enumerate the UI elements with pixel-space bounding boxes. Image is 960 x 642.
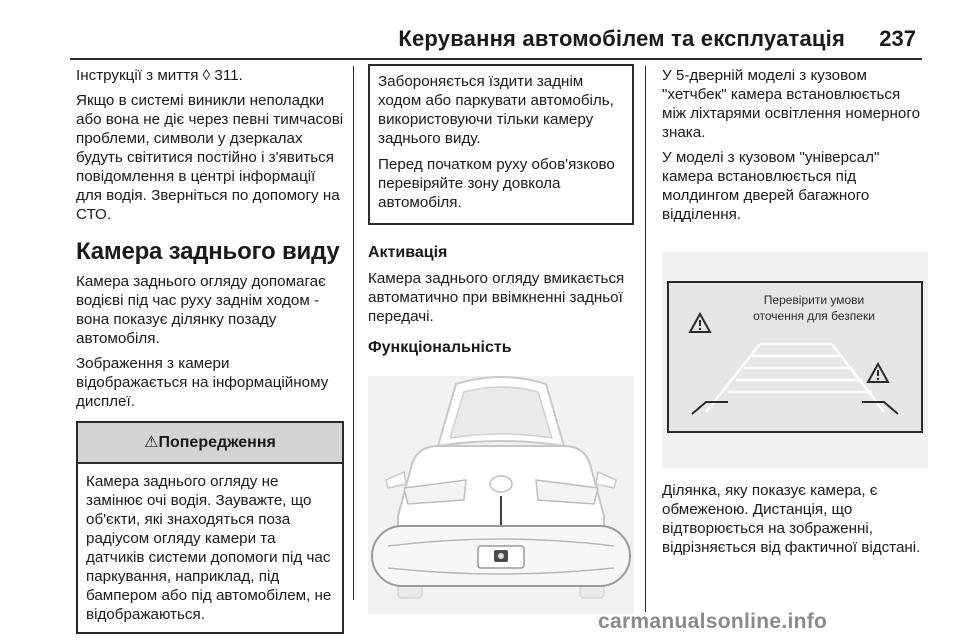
screen-message-line-2: оточення для безпеки	[753, 309, 875, 323]
paragraph-camera-range: Ділянка, яку показує камера, є обмеженою. Дистанція, що відтворюється на зображенні, відрізняється від фактичної відстані.	[662, 482, 921, 556]
page-number: 237	[879, 26, 916, 51]
screen-message-line-1: Перевірити умови	[763, 293, 865, 307]
watermark: carmanualsonline.info	[598, 610, 828, 633]
paragraph-display: Зображення з камери відображається на інформаційному дисплеї.	[76, 355, 329, 410]
paragraph-faults: Якщо в системі виникли неполадки або вона не діє через певні тимчасові проблеми, символи у дзеркалах будуть світитися постійно і з'явиться повідомлення в центрі інформації для водія. Зверніться по допомогу на СТО.	[76, 92, 344, 223]
camera-display-illustration	[662, 252, 928, 468]
paragraph-camera-intro: Камера заднього огляду допомагає водієві під час руху заднім ходом - вона показує ділянку позаду автомобіля.	[76, 273, 326, 347]
section-heading-rear-camera: Камера заднього виду	[76, 238, 340, 265]
warning-notice-2: Перед початком руху обов'язково перевіряйте зону довкола автомобіля.	[378, 156, 615, 211]
intro-text: Інструкції з миття ◊ 311.	[76, 67, 243, 84]
warning-title: ⚠Попередження	[78, 423, 342, 464]
column-divider-1	[353, 66, 354, 600]
rear-camera-car-illustration	[368, 376, 634, 614]
subheading-activation: Активація	[368, 244, 448, 261]
warning-continuation-box	[368, 64, 634, 225]
paragraph-wagon: У моделі з кузовом "універсал" камера встановлюється під молдингом дверей багажного відділення.	[662, 149, 880, 223]
activation-text: Камера заднього огляду вмикається автоматично при ввімкненні задньої передачі.	[368, 270, 625, 325]
subheading-functionality: Функціональність	[368, 339, 512, 356]
page-header-title: Керування автомобілем та експлуатація	[398, 26, 845, 51]
warning-text: Камера заднього огляду не замінює очі водія. Зауважте, що об'єкти, які знаходяться поза радіусом огляду камери та датчиків системи допомоги під час паркування, наприклад, під бампером або під автомобілем, не відображаються.	[86, 473, 332, 623]
column-2	[368, 66, 634, 619]
header-rule	[70, 58, 922, 60]
column-3	[662, 66, 927, 563]
column-divider-2	[645, 66, 646, 612]
column-1	[76, 66, 344, 634]
warning-notice-1: Забороняється їздити заднім ходом або паркувати автомобіль, використовуючи тільки камеру заднього виду.	[378, 73, 614, 147]
warning-box	[76, 421, 344, 634]
paragraph-hatchback: У 5-дверній моделі з кузовом "хетчбек" камера встановлюється між ліхтарями освітлення номерного знака.	[662, 67, 921, 141]
